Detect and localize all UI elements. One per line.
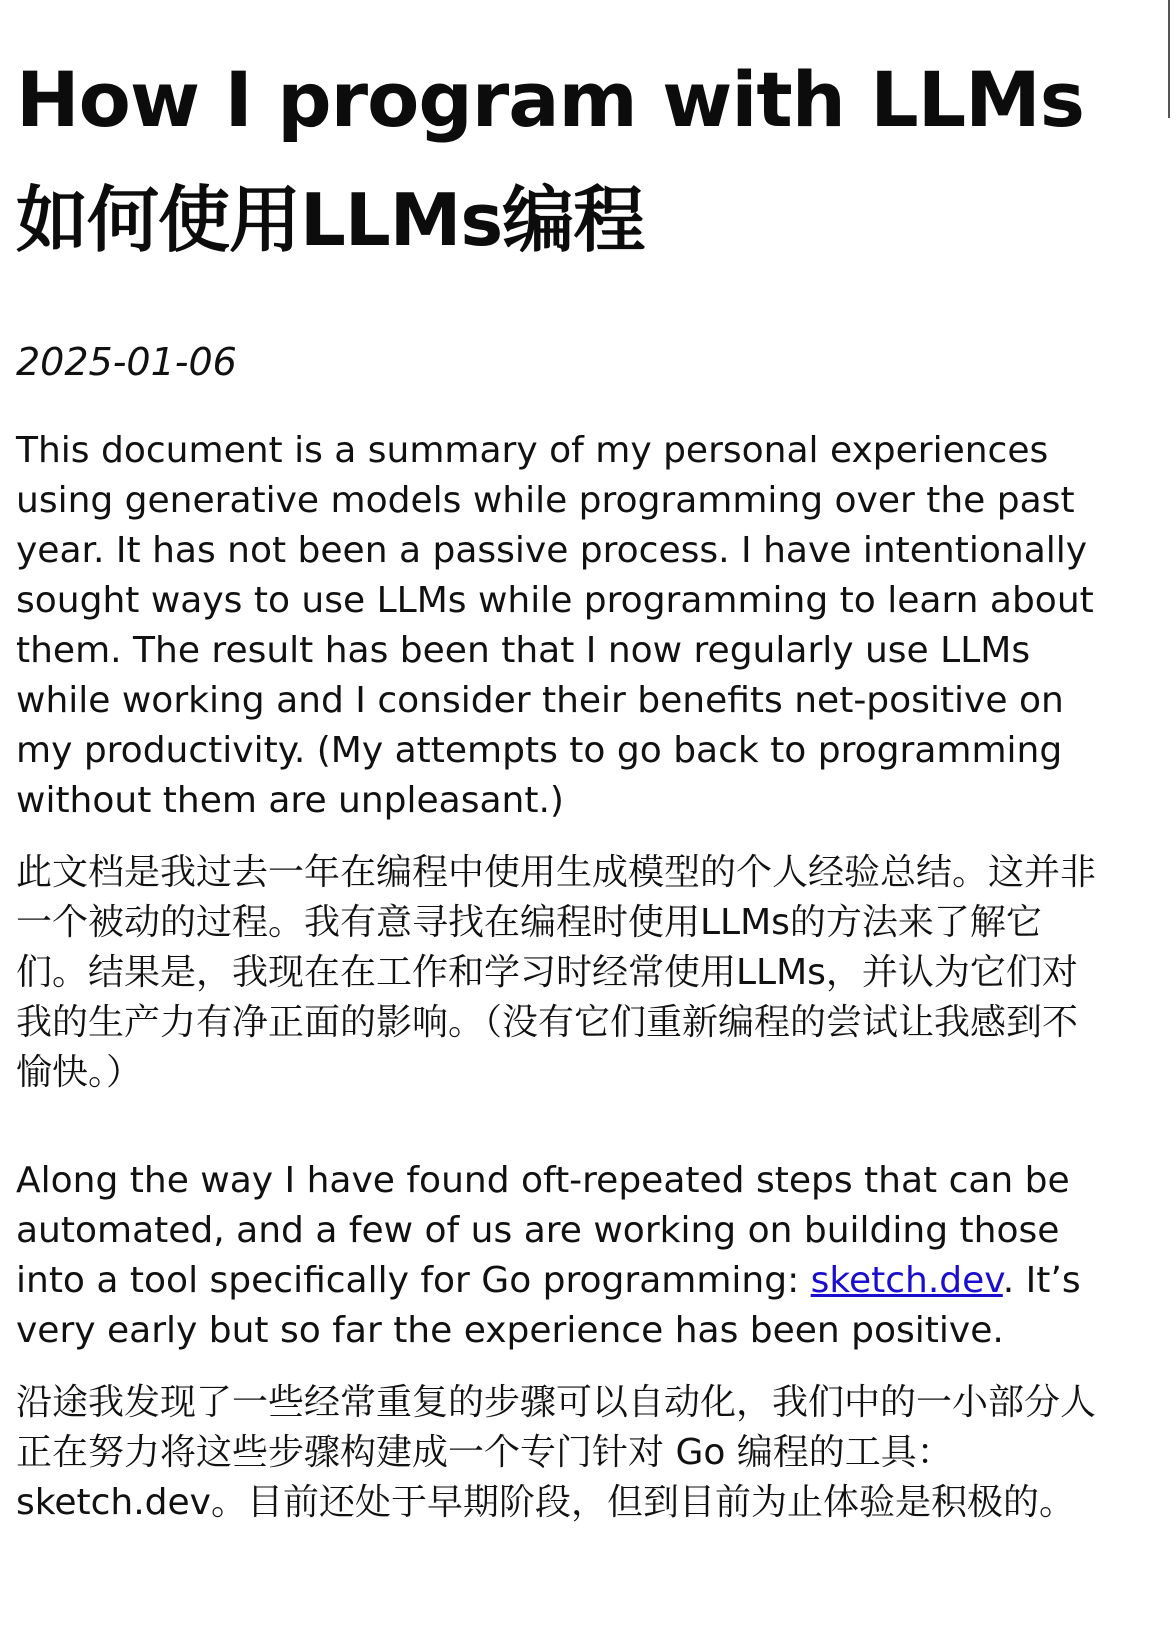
tool-paragraph-en-start: Along the way I have found oft-repeated steps that can be automated, and a few of us are working on building those into a tool specifically for Go programming: <box>16 1160 1070 1301</box>
scrollbar[interactable] <box>1168 0 1170 118</box>
page-title-en: How I program with LLMs <box>16 55 1085 144</box>
tool-paragraph-en-end: . It’s very early but so far the experience has been positive. <box>16 1260 1081 1351</box>
publish-date: 2025-01-06 <box>16 340 237 384</box>
intro-paragraph-en: This document is a summary of my personal experiences using generative models while programming over the past year. It has not been a passive process. I have intentionally sought ways to use LLMs while programming to learn about them. The result has been that I now regularly use LLMs while working and I consider their benefits net-positive on my productivity. (My attempts to go back to programming without them are unpleasant.) <box>16 430 1094 821</box>
tool-paragraph-en <box>16 1156 1112 1356</box>
page-title-zh: 如何使用LLMs编程 <box>16 178 645 262</box>
intro-paragraph-zh: 此文档是我过去一年在编程中使用生成模型的个人经验总结。这并非一个被动的过程。我有意寻找在编程时使用LLMs的方法来了解它们。结果是，我现在在工作和学习时经常使用LLMs，并认为它们对我的生产力有净正面的影响。（没有它们重新编程的尝试让我感到不愉快。） <box>16 852 1097 1093</box>
tool-paragraph-zh: 沿途我发现了一些经常重复的步骤可以自动化，我们中的一小部分人正在努力将这些步骤构建成一个专门针对 Go 编程的工具：sketch.dev。目前还处于早期阶段，但到目前为止体验是积极的。 <box>16 1382 1097 1523</box>
sketch-dev-link[interactable]: sketch.dev <box>810 1260 1003 1301</box>
